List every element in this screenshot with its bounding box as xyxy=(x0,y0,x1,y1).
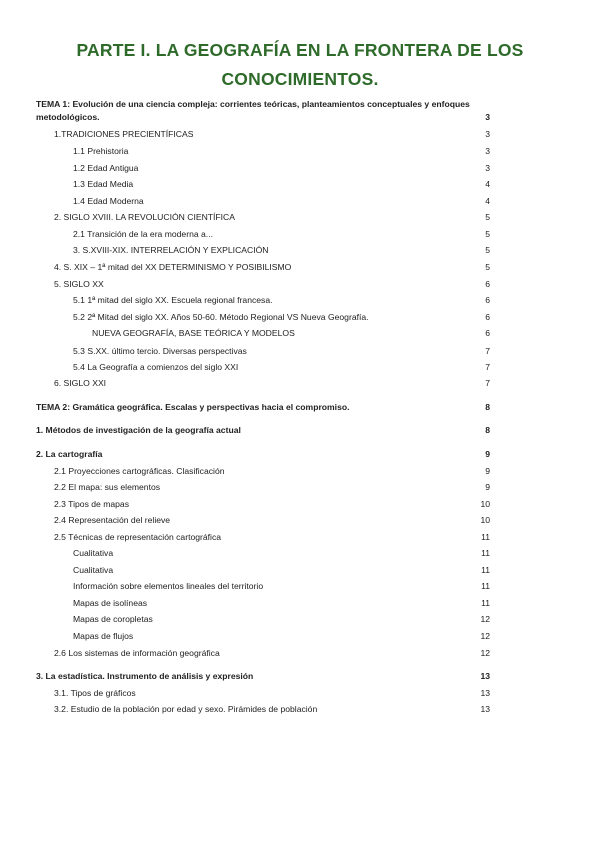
toc-page: 6 xyxy=(485,312,490,322)
toc-page: 11 xyxy=(481,548,490,558)
toc-label: 2.4 Representación del relieve xyxy=(54,515,171,525)
toc-label: 2.2 El mapa: sus elementos xyxy=(54,482,161,492)
toc-label: 2.5 Técnicas de representación cartográfica xyxy=(54,532,222,542)
toc-page: 12 xyxy=(480,648,490,658)
toc-page: 3 xyxy=(485,163,490,173)
toc-label: Cualitativa xyxy=(73,565,114,575)
toc-page: 4 xyxy=(485,196,490,206)
toc-label: 4. S. XIX – 1ª mitad del XX DETERMINISMO Y POSIBILISMO xyxy=(54,262,292,272)
toc-label: 1.4 Edad Moderna xyxy=(73,196,144,206)
toc-label: 2. SIGLO XVIII. LA REVOLUCIÓN CIENTÍFICA xyxy=(54,212,235,222)
toc-label: 2. La cartografía xyxy=(36,449,103,459)
toc-page: 9 xyxy=(485,449,490,459)
toc-label: 1. Métodos de investigación de la geografía actual xyxy=(36,425,241,435)
toc-page: 8 xyxy=(485,402,490,412)
toc-page: 11 xyxy=(481,598,490,608)
toc-page: 9 xyxy=(485,482,490,492)
toc-label: NUEVA GEOGRAFÍA, BASE TEÓRICA Y MODELOS xyxy=(92,328,295,338)
toc-label: TEMA 2: Gramática geográfica. Escalas y perspectivas hacia el compromiso. xyxy=(36,402,350,412)
toc-page: 13 xyxy=(480,704,490,714)
title-line-1: PARTE I. LA GEOGRAFÍA EN LA FRONTERA DE LOS xyxy=(76,40,524,60)
toc-label: 5.1 1ª mitad del siglo XX. Escuela regional francesa. xyxy=(73,295,273,305)
toc-page: 11 xyxy=(481,565,490,575)
toc-page: 9 xyxy=(485,466,490,476)
toc-page: 12 xyxy=(480,614,490,624)
toc-page: 11 xyxy=(481,532,490,542)
toc-page: 11 xyxy=(481,581,490,591)
toc-label: 1.TRADICIONES PRECIENTÍFICAS xyxy=(54,129,194,139)
toc-page: 5 xyxy=(485,262,490,272)
toc-label: 3. S.XVIII-XIX. INTERRELACIÓN Y EXPLICACIÓN xyxy=(73,245,269,255)
toc-page: 5 xyxy=(485,212,490,222)
toc-label: 5. SIGLO XX xyxy=(54,279,104,289)
toc-page: 13 xyxy=(480,671,490,681)
toc-page: 7 xyxy=(485,346,490,356)
toc-label: 6. SIGLO XXI xyxy=(54,378,107,388)
toc-page: 7 xyxy=(485,378,490,388)
toc-page: 5 xyxy=(485,229,490,239)
toc-label: 1.3 Edad Media xyxy=(73,179,134,189)
page-title xyxy=(40,36,560,94)
toc-page: 6 xyxy=(485,295,490,305)
toc-label: 5.3 S.XX. último tercio. Diversas perspectivas xyxy=(73,346,247,356)
toc-label: 5.4 La Geografía a comienzos del siglo XXI xyxy=(73,362,239,372)
toc-page: 3 xyxy=(485,129,490,139)
toc-page: 12 xyxy=(480,631,490,641)
toc-label: 3.2. Estudio de la población por edad y sexo. Pirámides de población xyxy=(54,704,318,714)
toc-label: Mapas de flujos xyxy=(73,631,134,641)
toc-page: 10 xyxy=(480,499,490,509)
toc-label: Mapas de isolíneas xyxy=(73,598,148,608)
toc-label: 5.2 2ª Mitad del siglo XX. Años 50-60. Método Regional VS Nueva Geografía. xyxy=(73,312,369,322)
toc-label: 2.6 Los sistemas de información geográfica xyxy=(54,648,220,658)
toc-page: 6 xyxy=(485,328,490,338)
toc-page: 3 xyxy=(485,111,490,122)
toc-label: 1.2 Edad Antigua xyxy=(73,163,139,173)
toc-page: 4 xyxy=(485,179,490,189)
toc-label: Mapas de coropletas xyxy=(73,614,153,624)
toc-label: 2.3 Tipos de mapas xyxy=(54,499,130,509)
toc-page: 3 xyxy=(485,146,490,156)
toc-page: 6 xyxy=(485,279,490,289)
toc-label: 3. La estadística. Instrumento de análisis y expresión xyxy=(36,671,254,681)
toc-label: 2.1 Proyecciones cartográficas. Clasificación xyxy=(54,466,225,476)
toc-page: 5 xyxy=(485,245,490,255)
toc-label: Cualitativa xyxy=(73,548,114,558)
toc-page: 10 xyxy=(480,515,490,525)
toc-label: 1.1 Prehistoria xyxy=(73,146,129,156)
toc-label: 3.1. Tipos de gráficos xyxy=(54,688,136,698)
toc-label: 2.1 Transición de la era moderna a... xyxy=(73,229,213,239)
toc-page: 7 xyxy=(485,362,490,372)
toc-label: TEMA 1: Evolución de una ciencia compleja: corrientes teóricas, planteamientos conceptuales y enfoques metodológicos. xyxy=(36,99,470,122)
toc-page: 13 xyxy=(480,688,490,698)
toc-label: Información sobre elementos lineales del territorio xyxy=(73,581,264,591)
title-line-2: CONOCIMIENTOS. xyxy=(221,69,379,89)
toc-page: 8 xyxy=(485,425,490,435)
